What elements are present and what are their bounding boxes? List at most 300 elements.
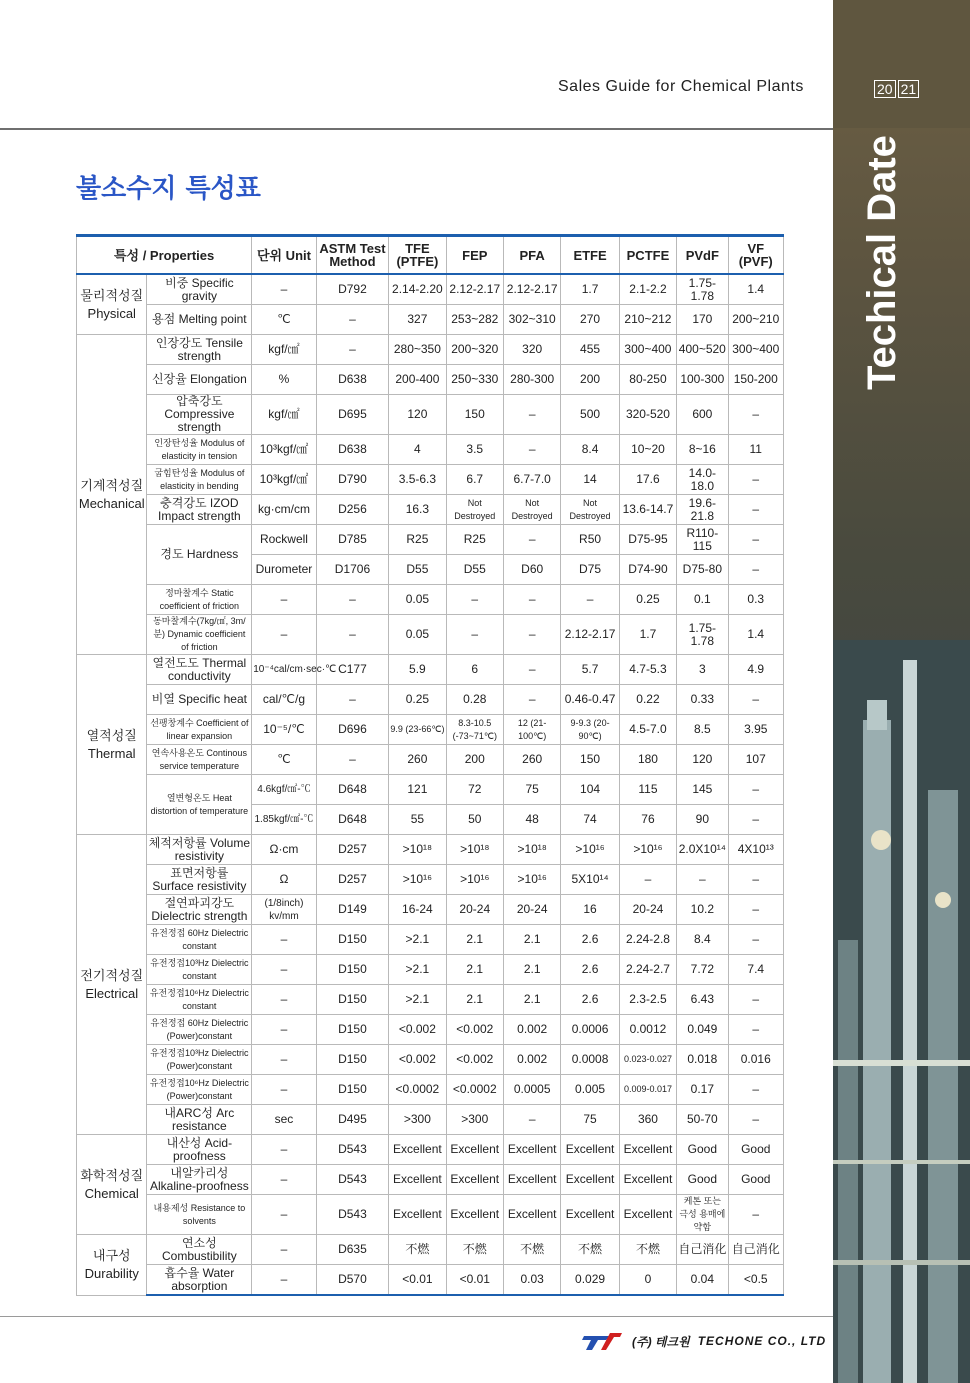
unit-cell: kgf/㎠	[252, 335, 316, 365]
value-cell: <0.01	[446, 1265, 503, 1296]
unit-cell: –	[252, 1015, 316, 1045]
column-header: 특성 / Properties	[77, 236, 252, 275]
value-cell: 300~400	[728, 335, 783, 365]
table-row	[77, 685, 784, 715]
sidebar-top-band	[833, 0, 970, 128]
method-cell: D790	[316, 465, 389, 495]
value-cell: 0.0012	[619, 1015, 676, 1045]
value-cell: 0.3	[728, 585, 783, 615]
property-cell: 연소성 Combustibility	[147, 1235, 252, 1265]
method-cell: D792	[316, 274, 389, 305]
value-cell: –	[561, 585, 619, 615]
category-cell: 내구성 Durability	[77, 1235, 147, 1296]
value-cell: Excellent	[389, 1195, 446, 1235]
column-header: PCTFE	[619, 236, 676, 275]
side-vertical-title: Techical Date	[860, 135, 904, 390]
property-cell: 경도 Hardness	[147, 525, 252, 585]
value-cell: 0.029	[561, 1265, 619, 1296]
value-cell: 0.25	[619, 585, 676, 615]
value-cell: 1.7	[619, 615, 676, 655]
value-cell: 2.1	[503, 985, 560, 1015]
method-cell: D638	[316, 435, 389, 465]
value-cell: D75	[561, 555, 619, 585]
table-row	[77, 395, 784, 435]
value-cell: Excellent	[446, 1195, 503, 1235]
column-header: FEP	[446, 236, 503, 275]
value-cell: 2.12-2.17	[446, 274, 503, 305]
value-cell: <0.002	[446, 1015, 503, 1045]
column-header: PFA	[503, 236, 560, 275]
unit-cell: sec	[252, 1105, 316, 1135]
method-cell: –	[316, 305, 389, 335]
value-cell: –	[677, 865, 728, 895]
value-cell: –	[728, 985, 783, 1015]
unit-cell: 1.85kgf/㎠-℃	[252, 805, 316, 835]
value-cell: 13.6-14.7	[619, 495, 676, 525]
table-row	[77, 495, 784, 525]
value-cell: 360	[619, 1105, 676, 1135]
value-cell: 0.0006	[561, 1015, 619, 1045]
company-name-korean: (주) 테크원	[632, 1334, 690, 1349]
value-cell: –	[619, 865, 676, 895]
value-cell: 不燃	[503, 1235, 560, 1265]
unit-cell: Ω	[252, 865, 316, 895]
value-cell: –	[728, 685, 783, 715]
property-cell: 동마찰계수(7kg/㎠, 3m/분) Dynamic coefficient of friction	[147, 615, 252, 655]
method-cell: –	[316, 615, 389, 655]
unit-cell: –	[252, 955, 316, 985]
category-cell: 물리적성질 Physical	[77, 274, 147, 335]
value-cell: 0.33	[677, 685, 728, 715]
value-cell: –	[446, 615, 503, 655]
value-cell: 0.002	[503, 1015, 560, 1045]
value-cell: <0.5	[728, 1265, 783, 1296]
value-cell: –	[503, 435, 560, 465]
value-cell: 不燃	[446, 1235, 503, 1265]
table-row	[77, 365, 784, 395]
value-cell: 自己消化	[677, 1235, 728, 1265]
value-cell: 253~282	[446, 305, 503, 335]
method-cell: –	[316, 685, 389, 715]
property-cell: 선팽창계수 Coefficient of linear expansion	[147, 715, 252, 745]
value-cell: >10¹⁶	[561, 835, 619, 865]
page-numbers	[874, 80, 919, 98]
unit-cell: 4.6kgf/㎠-℃	[252, 775, 316, 805]
footer	[580, 1330, 826, 1352]
value-cell: 0.28	[446, 685, 503, 715]
unit-cell: –	[252, 1045, 316, 1075]
value-cell: <0.0002	[446, 1075, 503, 1105]
value-cell: 250~330	[446, 365, 503, 395]
unit-cell: Rockwell	[252, 525, 316, 555]
table-row	[77, 1045, 784, 1075]
method-cell: D150	[316, 925, 389, 955]
table-row	[77, 655, 784, 685]
value-cell: 케톤 또는 극성 용매에 약함	[677, 1195, 728, 1235]
value-cell: 1.75-1.78	[677, 274, 728, 305]
value-cell: 0.04	[677, 1265, 728, 1296]
method-cell: D150	[316, 1075, 389, 1105]
method-cell: D495	[316, 1105, 389, 1135]
table-row	[77, 745, 784, 775]
unit-cell: –	[252, 585, 316, 615]
table-row	[77, 585, 784, 615]
value-cell: 0.03	[503, 1265, 560, 1296]
value-cell: 2.6	[561, 985, 619, 1015]
value-cell: 9.9 (23-66℃)	[389, 715, 446, 745]
value-cell: 75	[561, 1105, 619, 1135]
value-cell: >10¹⁸	[446, 835, 503, 865]
unit-cell: –	[252, 274, 316, 305]
value-cell: Excellent	[561, 1165, 619, 1195]
value-cell: 不燃	[561, 1235, 619, 1265]
unit-cell: %	[252, 365, 316, 395]
value-cell: 5.7	[561, 655, 619, 685]
property-cell: 유전정접 60Hz Dielectric constant	[147, 925, 252, 955]
unit-cell: (1/8inch) kv/mm	[252, 895, 316, 925]
value-cell: 320	[503, 335, 560, 365]
table-row	[77, 335, 784, 365]
table-row	[77, 1265, 784, 1296]
unit-cell: 10⁻⁴cal/cm·sec·℃	[252, 655, 316, 685]
value-cell: 2.24-2.8	[619, 925, 676, 955]
table-row	[77, 865, 784, 895]
value-cell: 2.6	[561, 925, 619, 955]
value-cell: >2.1	[389, 925, 446, 955]
value-cell: 0.25	[389, 685, 446, 715]
table-row	[77, 715, 784, 745]
value-cell: 0.0005	[503, 1075, 560, 1105]
value-cell: 7.72	[677, 955, 728, 985]
value-cell: >10¹⁶	[503, 865, 560, 895]
method-cell: D257	[316, 865, 389, 895]
value-cell: 0.0008	[561, 1045, 619, 1075]
value-cell: D55	[389, 555, 446, 585]
value-cell: Excellent	[446, 1135, 503, 1165]
value-cell: –	[728, 895, 783, 925]
method-cell: D570	[316, 1265, 389, 1296]
table-row	[77, 955, 784, 985]
value-cell: 6.43	[677, 985, 728, 1015]
value-cell: –	[728, 525, 783, 555]
value-cell: –	[728, 495, 783, 525]
value-cell: –	[503, 685, 560, 715]
value-cell: 10.2	[677, 895, 728, 925]
unit-cell: ℃	[252, 305, 316, 335]
value-cell: Excellent	[619, 1195, 676, 1235]
value-cell: Excellent	[561, 1195, 619, 1235]
value-cell: <0.002	[389, 1015, 446, 1045]
value-cell: 260	[503, 745, 560, 775]
value-cell: 280~350	[389, 335, 446, 365]
header-rule	[0, 128, 833, 130]
value-cell: 自己消化	[728, 1235, 783, 1265]
value-cell: 260	[389, 745, 446, 775]
value-cell: 0.05	[389, 615, 446, 655]
unit-cell: kg·cm/cm	[252, 495, 316, 525]
table-row	[77, 1015, 784, 1045]
value-cell: 0.05	[389, 585, 446, 615]
value-cell: Excellent	[561, 1135, 619, 1165]
method-cell: D635	[316, 1235, 389, 1265]
method-cell: D543	[316, 1165, 389, 1195]
unit-cell: –	[252, 925, 316, 955]
value-cell: Excellent	[389, 1135, 446, 1165]
value-cell: 1.7	[561, 274, 619, 305]
method-cell: D695	[316, 395, 389, 435]
unit-cell: Ω·cm	[252, 835, 316, 865]
value-cell: 7.4	[728, 955, 783, 985]
value-cell: 2.1	[446, 985, 503, 1015]
table-header	[77, 236, 784, 275]
unit-cell: –	[252, 1075, 316, 1105]
value-cell: 120	[389, 395, 446, 435]
value-cell: Excellent	[446, 1165, 503, 1195]
value-cell: 320-520	[619, 395, 676, 435]
value-cell: 74	[561, 805, 619, 835]
value-cell: 2.12-2.17	[503, 274, 560, 305]
column-header: 단위 Unit	[252, 236, 316, 275]
value-cell: –	[728, 1015, 783, 1045]
property-cell: 신장율 Elongation	[147, 365, 252, 395]
property-cell: 유전정접10⁶Hz Dielectric (Power)constant	[147, 1075, 252, 1105]
value-cell: 180	[619, 745, 676, 775]
unit-cell: kgf/㎠	[252, 395, 316, 435]
value-cell: 0	[619, 1265, 676, 1296]
value-cell: 115	[619, 775, 676, 805]
unit-cell: –	[252, 1165, 316, 1195]
value-cell: 200~320	[446, 335, 503, 365]
value-cell: –	[728, 1105, 783, 1135]
value-cell: 0.17	[677, 1075, 728, 1105]
value-cell: 280-300	[503, 365, 560, 395]
company-name-english: TECHONE CO., LTD	[697, 1334, 827, 1348]
value-cell: 4X10¹³	[728, 835, 783, 865]
value-cell: 3.5-6.3	[389, 465, 446, 495]
value-cell: –	[728, 555, 783, 585]
property-cell: 굽힘탄성율 Modulus of elasticity in bending	[147, 465, 252, 495]
value-cell: >10¹⁶	[389, 865, 446, 895]
value-cell: 4.7-5.3	[619, 655, 676, 685]
unit-cell: ℃	[252, 745, 316, 775]
value-cell: 8.4	[561, 435, 619, 465]
value-cell: 76	[619, 805, 676, 835]
value-cell: Good	[677, 1165, 728, 1195]
value-cell: 16	[561, 895, 619, 925]
property-cell: 유전정접10³Hz Dielectric (Power)constant	[147, 1045, 252, 1075]
property-cell: 인장강도 Tensile strength	[147, 335, 252, 365]
page-title: 불소수지 특성표	[76, 174, 261, 204]
value-cell: 16.3	[389, 495, 446, 525]
value-cell: Excellent	[619, 1165, 676, 1195]
value-cell: D60	[503, 555, 560, 585]
unit-cell: 10³kgf/㎠	[252, 465, 316, 495]
value-cell: Not Destroyed	[446, 495, 503, 525]
table-row	[77, 305, 784, 335]
method-cell: C177	[316, 655, 389, 685]
value-cell: 75	[503, 775, 560, 805]
table-row	[77, 1135, 784, 1165]
value-cell: 50	[446, 805, 503, 835]
value-cell: 1.4	[728, 615, 783, 655]
property-cell: 연속사용온도 Continous service temperature	[147, 745, 252, 775]
value-cell: 0.018	[677, 1045, 728, 1075]
unit-cell: –	[252, 615, 316, 655]
value-cell: 50-70	[677, 1105, 728, 1135]
column-header: PVdF	[677, 236, 728, 275]
property-cell: 내용제성 Resistance to solvents	[147, 1195, 252, 1235]
unit-cell: –	[252, 1265, 316, 1296]
value-cell: 600	[677, 395, 728, 435]
value-cell: 10~20	[619, 435, 676, 465]
value-cell: 2.12-2.17	[561, 615, 619, 655]
category-cell: 열적성질 Thermal	[77, 655, 147, 835]
value-cell: 121	[389, 775, 446, 805]
value-cell: 8.4	[677, 925, 728, 955]
unit-cell: –	[252, 1195, 316, 1235]
table-body	[77, 274, 784, 1295]
value-cell: –	[728, 925, 783, 955]
method-cell: D150	[316, 1045, 389, 1075]
property-cell: 정마찰계수 Static coefficient of friction	[147, 585, 252, 615]
column-header: ETFE	[561, 236, 619, 275]
value-cell: >2.1	[389, 955, 446, 985]
value-cell: 0.049	[677, 1015, 728, 1045]
value-cell: 90	[677, 805, 728, 835]
value-cell: <0.002	[389, 1045, 446, 1075]
table-row	[77, 274, 784, 305]
value-cell: 150	[446, 395, 503, 435]
value-cell: 120	[677, 745, 728, 775]
value-cell: –	[446, 585, 503, 615]
value-cell: 3.95	[728, 715, 783, 745]
table-row	[77, 1075, 784, 1105]
method-cell: D648	[316, 805, 389, 835]
value-cell: 327	[389, 305, 446, 335]
value-cell: R25	[389, 525, 446, 555]
value-cell: 2.1	[446, 955, 503, 985]
value-cell: 6.7-7.0	[503, 465, 560, 495]
value-cell: 150	[561, 745, 619, 775]
value-cell: Good	[677, 1135, 728, 1165]
table-row	[77, 1195, 784, 1235]
value-cell: 20-24	[503, 895, 560, 925]
value-cell: Excellent	[389, 1165, 446, 1195]
properties-table	[76, 234, 784, 1296]
value-cell: 210~212	[619, 305, 676, 335]
property-cell: 내산성 Acid-proofness	[147, 1135, 252, 1165]
value-cell: –	[503, 395, 560, 435]
value-cell: 0.46-0.47	[561, 685, 619, 715]
value-cell: 9-9.3 (20-90℃)	[561, 715, 619, 745]
value-cell: 2.0X10¹⁴	[677, 835, 728, 865]
value-cell: 107	[728, 745, 783, 775]
value-cell: 8~16	[677, 435, 728, 465]
table-row	[77, 1235, 784, 1265]
value-cell: 19.6-21.8	[677, 495, 728, 525]
value-cell: 不燃	[389, 1235, 446, 1265]
value-cell: 4.5-7.0	[619, 715, 676, 745]
method-cell: D150	[316, 1015, 389, 1045]
value-cell: 48	[503, 805, 560, 835]
property-cell: 비중 Specific gravity	[147, 274, 252, 305]
category-cell: 화학적성질 Chemical	[77, 1135, 147, 1235]
value-cell: 3.5	[446, 435, 503, 465]
value-cell: 104	[561, 775, 619, 805]
page-number-right: 21	[898, 80, 920, 98]
unit-cell: 10⁻⁵/℃	[252, 715, 316, 745]
value-cell: Excellent	[503, 1135, 560, 1165]
table-row	[77, 1105, 784, 1135]
unit-cell: –	[252, 985, 316, 1015]
value-cell: 20-24	[446, 895, 503, 925]
table-row	[77, 465, 784, 495]
value-cell: 4.9	[728, 655, 783, 685]
value-cell: Good	[728, 1135, 783, 1165]
table-row	[77, 925, 784, 955]
method-cell: D1706	[316, 555, 389, 585]
value-cell: –	[728, 465, 783, 495]
value-cell: 17.6	[619, 465, 676, 495]
value-cell: –	[503, 525, 560, 555]
value-cell: 1.4	[728, 274, 783, 305]
table-row	[77, 985, 784, 1015]
property-cell: 내알카리성 Alkaline-proofness	[147, 1165, 252, 1195]
value-cell: 300~400	[619, 335, 676, 365]
method-cell: D149	[316, 895, 389, 925]
value-cell: 0.005	[561, 1075, 619, 1105]
value-cell: 6.7	[446, 465, 503, 495]
property-cell: 충격강도 IZOD Impact strength	[147, 495, 252, 525]
table-row	[77, 435, 784, 465]
value-cell: >300	[446, 1105, 503, 1135]
header-guide-text: Sales Guide for Chemical Plants	[558, 78, 804, 95]
value-cell: 4	[389, 435, 446, 465]
value-cell: –	[503, 1105, 560, 1135]
value-cell: –	[728, 805, 783, 835]
property-cell: 열전도도 Thermal conductivity	[147, 655, 252, 685]
value-cell: 145	[677, 775, 728, 805]
value-cell: 270	[561, 305, 619, 335]
value-cell: 200	[561, 365, 619, 395]
value-cell: R50	[561, 525, 619, 555]
unit-cell: 10³kgf/㎠	[252, 435, 316, 465]
value-cell: 170	[677, 305, 728, 335]
value-cell: –	[728, 1195, 783, 1235]
table-row	[77, 1165, 784, 1195]
property-cell: 흡수율 Water absorption	[147, 1265, 252, 1296]
method-cell: D696	[316, 715, 389, 745]
value-cell: 2.14-2.20	[389, 274, 446, 305]
chemical-plant-photo	[833, 640, 970, 1383]
value-cell: –	[503, 655, 560, 685]
value-cell: 2.1	[503, 925, 560, 955]
value-cell: 0.1	[677, 585, 728, 615]
value-cell: 455	[561, 335, 619, 365]
value-cell: R110-115	[677, 525, 728, 555]
value-cell: <0.002	[446, 1045, 503, 1075]
value-cell: 14	[561, 465, 619, 495]
value-cell: 100-300	[677, 365, 728, 395]
table-row	[77, 525, 784, 555]
page-number-left: 20	[874, 80, 896, 98]
method-cell: D256	[316, 495, 389, 525]
value-cell: 2.1	[503, 955, 560, 985]
value-cell: 400~520	[677, 335, 728, 365]
value-cell: >10¹⁸	[389, 835, 446, 865]
value-cell: 200-400	[389, 365, 446, 395]
value-cell: 0.009-0.017	[619, 1075, 676, 1105]
